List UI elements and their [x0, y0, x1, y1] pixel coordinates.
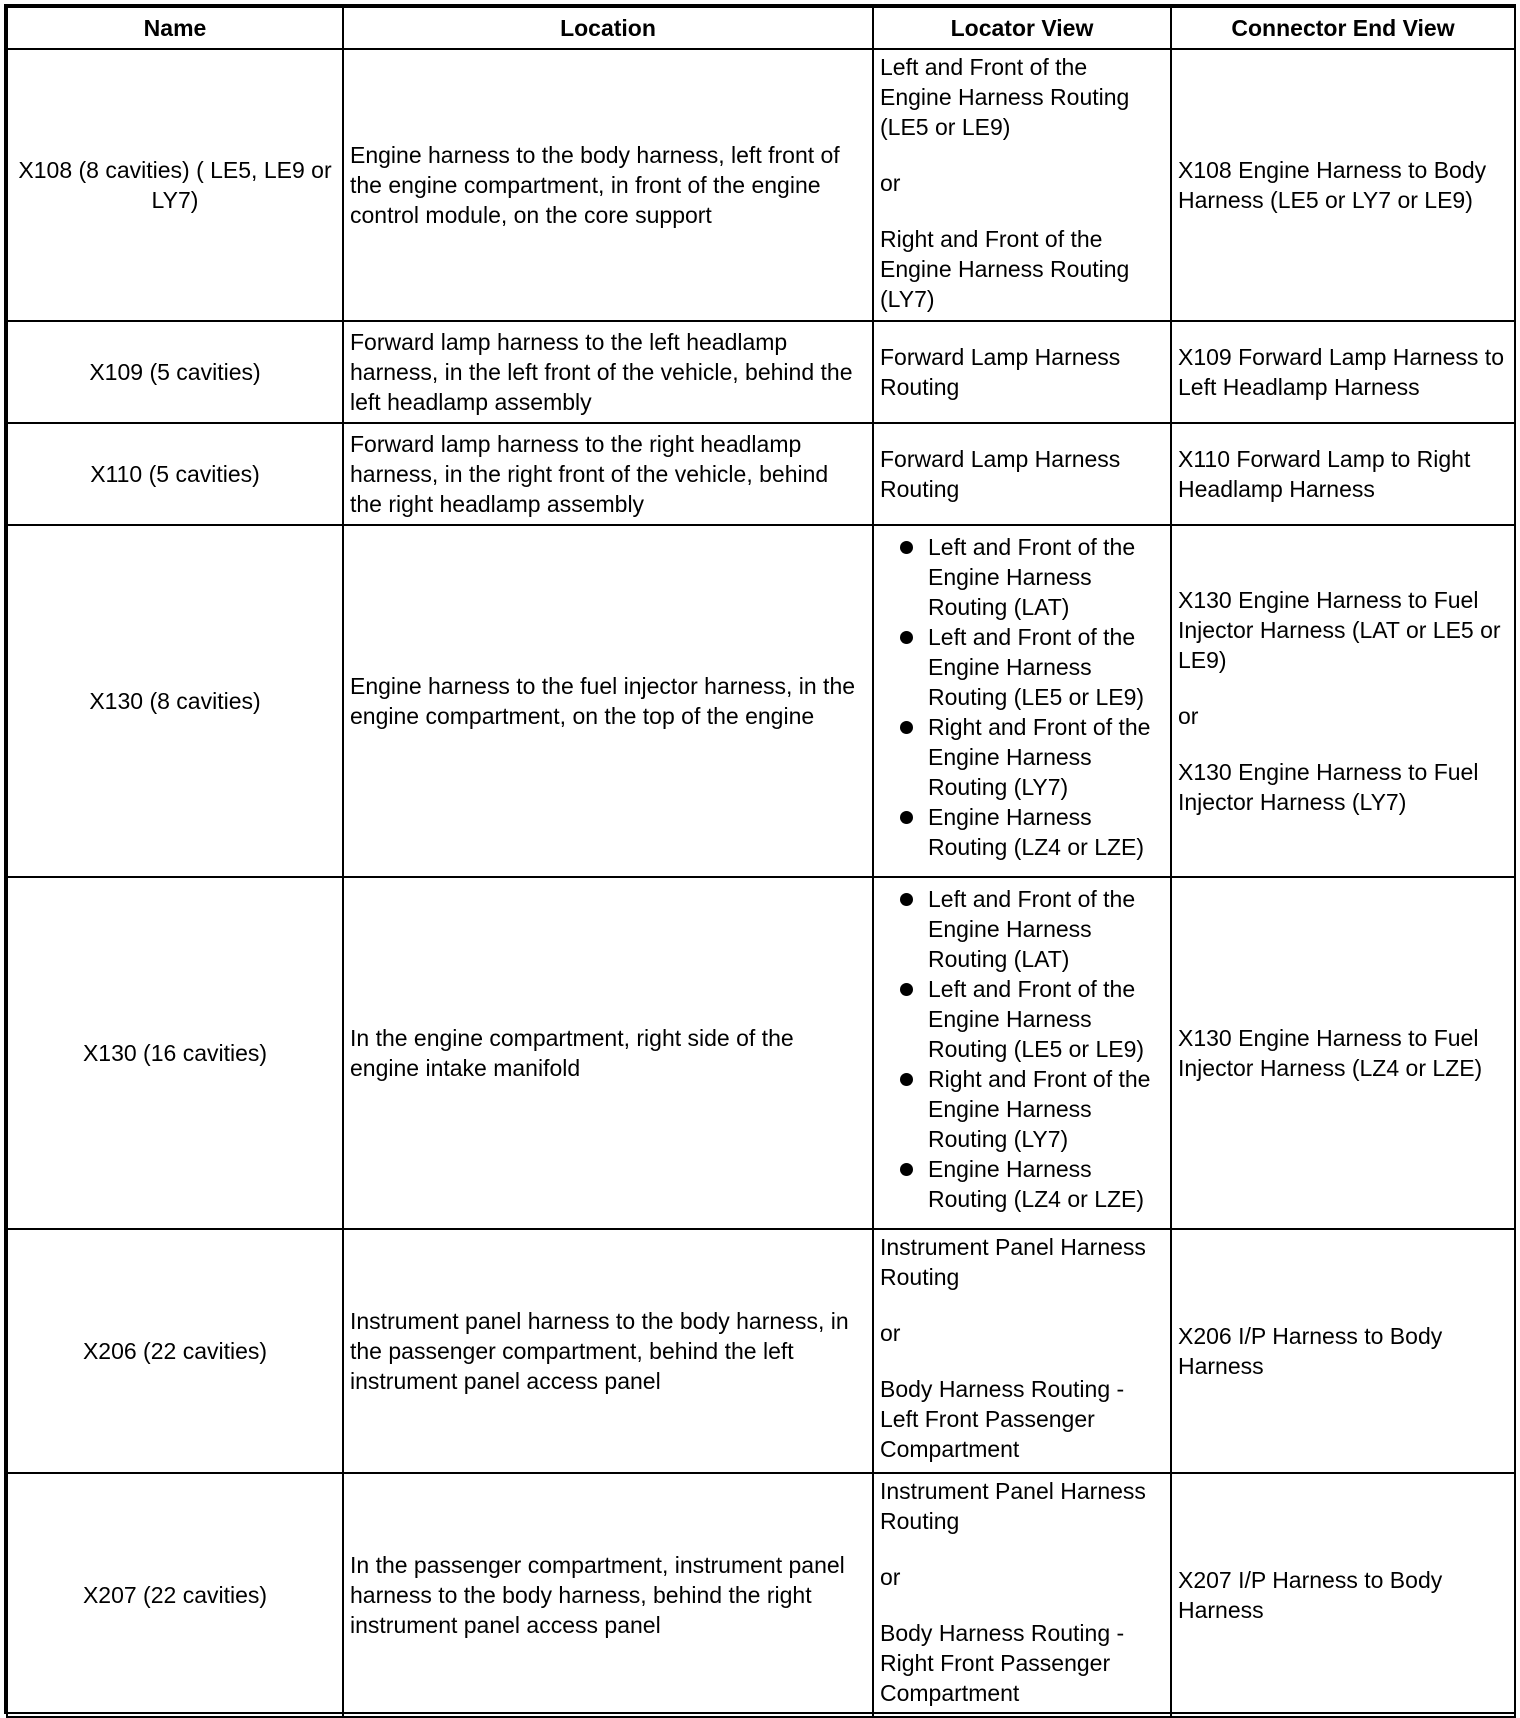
connector-name: X206 (22 cavities)	[7, 1229, 343, 1473]
connector-end-view-cell	[1171, 423, 1515, 525]
bullet-icon	[900, 983, 913, 996]
bullet-icon	[900, 893, 913, 906]
locator-view-link[interactable]: Right and Front of the Engine Harness Routing (LY7)	[880, 226, 1130, 312]
locator-view-cell	[873, 423, 1171, 525]
table-row	[7, 423, 1515, 525]
connector-name: X130 (8 cavities)	[7, 525, 343, 877]
locator-view-list	[880, 884, 1164, 1214]
connector-location: In the engine compartment, right side of the engine intake manifold	[343, 877, 873, 1229]
connector-name: X109 (5 cavities)	[7, 321, 343, 423]
connector-end-view-link[interactable]: X207 I/P Harness to Body Harness	[1178, 1567, 1443, 1623]
list-item[interactable]: Left and Front of the Engine Harness Routing (LAT)	[880, 532, 1164, 622]
or-separator: or	[880, 170, 901, 196]
header-locator-view: Locator View	[873, 7, 1171, 49]
bullet-icon	[900, 1163, 913, 1176]
connector-table	[6, 6, 1516, 1718]
connector-end-view-cell	[1171, 321, 1515, 423]
locator-view-cell	[873, 525, 1171, 877]
locator-view-link[interactable]: Instrument Panel Harness Routing	[880, 1234, 1146, 1290]
or-separator: or	[880, 1320, 901, 1346]
locator-view-cell	[873, 877, 1171, 1229]
locator-view-cell	[873, 1229, 1171, 1473]
table-row	[7, 877, 1515, 1229]
bullet-icon	[900, 1073, 913, 1086]
bullet-icon	[900, 721, 913, 734]
list-item[interactable]: Left and Front of the Engine Harness Routing (LE5 or LE9)	[880, 622, 1164, 712]
header-row	[7, 7, 1515, 49]
connector-end-view-cell	[1171, 1229, 1515, 1473]
list-item[interactable]: Right and Front of the Engine Harness Routing (LY7)	[880, 1064, 1164, 1154]
connector-location: Engine harness to the fuel injector harness, in the engine compartment, on the top of the engine	[343, 525, 873, 877]
connector-end-view-link[interactable]: X130 Engine Harness to Fuel Injector Harness (LZ4 or LZE)	[1178, 1025, 1483, 1081]
locator-view-link[interactable]: Instrument Panel Harness Routing	[880, 1478, 1146, 1534]
connector-name: X108 (8 cavities) ( LE5, LE9 or LY7)	[7, 49, 343, 321]
bullet-icon	[900, 541, 913, 554]
connector-end-view-cell	[1171, 525, 1515, 877]
connector-end-view-link[interactable]: X206 I/P Harness to Body Harness	[1178, 1323, 1443, 1379]
bullet-icon	[900, 811, 913, 824]
locator-view-link[interactable]: Left and Front of the Engine Harness Routing (LE5 or LE9)	[880, 54, 1130, 140]
connector-location: Forward lamp harness to the left headlamp harness, in the left front of the vehicle, behind the left headlamp assembly	[343, 321, 873, 423]
list-item[interactable]: Engine Harness Routing (LZ4 or LZE)	[880, 802, 1164, 862]
locator-view-link[interactable]: Body Harness Routing - Left Front Passenger Compartment	[880, 1376, 1125, 1462]
connector-end-view-cell	[1171, 1473, 1515, 1717]
connector-end-view-cell	[1171, 49, 1515, 321]
locator-view-link[interactable]: Forward Lamp Harness Routing	[880, 446, 1121, 502]
locator-view-cell	[873, 321, 1171, 423]
connector-location: In the passenger compartment, instrument panel harness to the body harness, behind the right instrument panel access panel	[343, 1473, 873, 1717]
table-row	[7, 525, 1515, 877]
locator-view-link[interactable]: Body Harness Routing - Right Front Passenger Compartment	[880, 1620, 1125, 1706]
connector-location: Engine harness to the body harness, left front of the engine compartment, in front of the engine control module, on the core support	[343, 49, 873, 321]
table-row	[7, 321, 1515, 423]
table-row	[7, 1473, 1515, 1717]
header-location: Location	[343, 7, 873, 49]
connector-end-view-link[interactable]: X130 Engine Harness to Fuel Injector Harness (LAT or LE5 or LE9)	[1178, 587, 1501, 673]
header-connector-end-view: Connector End View	[1171, 7, 1515, 49]
locator-view-list	[880, 532, 1164, 862]
list-item[interactable]: Right and Front of the Engine Harness Routing (LY7)	[880, 712, 1164, 802]
bullet-icon	[900, 631, 913, 644]
list-item[interactable]: Left and Front of the Engine Harness Routing (LE5 or LE9)	[880, 974, 1164, 1064]
connector-end-view-cell	[1171, 877, 1515, 1229]
or-separator: or	[880, 1564, 901, 1590]
connector-name: X130 (16 cavities)	[7, 877, 343, 1229]
connector-name: X207 (22 cavities)	[7, 1473, 343, 1717]
or-separator: or	[1178, 703, 1199, 729]
connector-location: Instrument panel harness to the body harness, in the passenger compartment, behind the left instrument panel access panel	[343, 1229, 873, 1473]
list-item[interactable]: Engine Harness Routing (LZ4 or LZE)	[880, 1154, 1164, 1214]
connector-end-view-link[interactable]: X110 Forward Lamp to Right Headlamp Harness	[1178, 446, 1471, 502]
connector-location: Forward lamp harness to the right headlamp harness, in the right front of the vehicle, behind the right headlamp assembly	[343, 423, 873, 525]
list-item[interactable]: Left and Front of the Engine Harness Routing (LAT)	[880, 884, 1164, 974]
table-row	[7, 1229, 1515, 1473]
connector-end-view-link[interactable]: X108 Engine Harness to Body Harness (LE5 or LY7 or LE9)	[1178, 157, 1487, 213]
connector-end-view-link[interactable]: X109 Forward Lamp Harness to Left Headlamp Harness	[1178, 344, 1504, 400]
connector-end-view-link[interactable]: X130 Engine Harness to Fuel Injector Harness (LY7)	[1178, 759, 1479, 815]
locator-view-link[interactable]: Forward Lamp Harness Routing	[880, 344, 1121, 400]
locator-view-cell	[873, 1473, 1171, 1717]
table-row	[7, 49, 1515, 321]
connector-name: X110 (5 cavities)	[7, 423, 343, 525]
header-name: Name	[7, 7, 343, 49]
locator-view-cell	[873, 49, 1171, 321]
